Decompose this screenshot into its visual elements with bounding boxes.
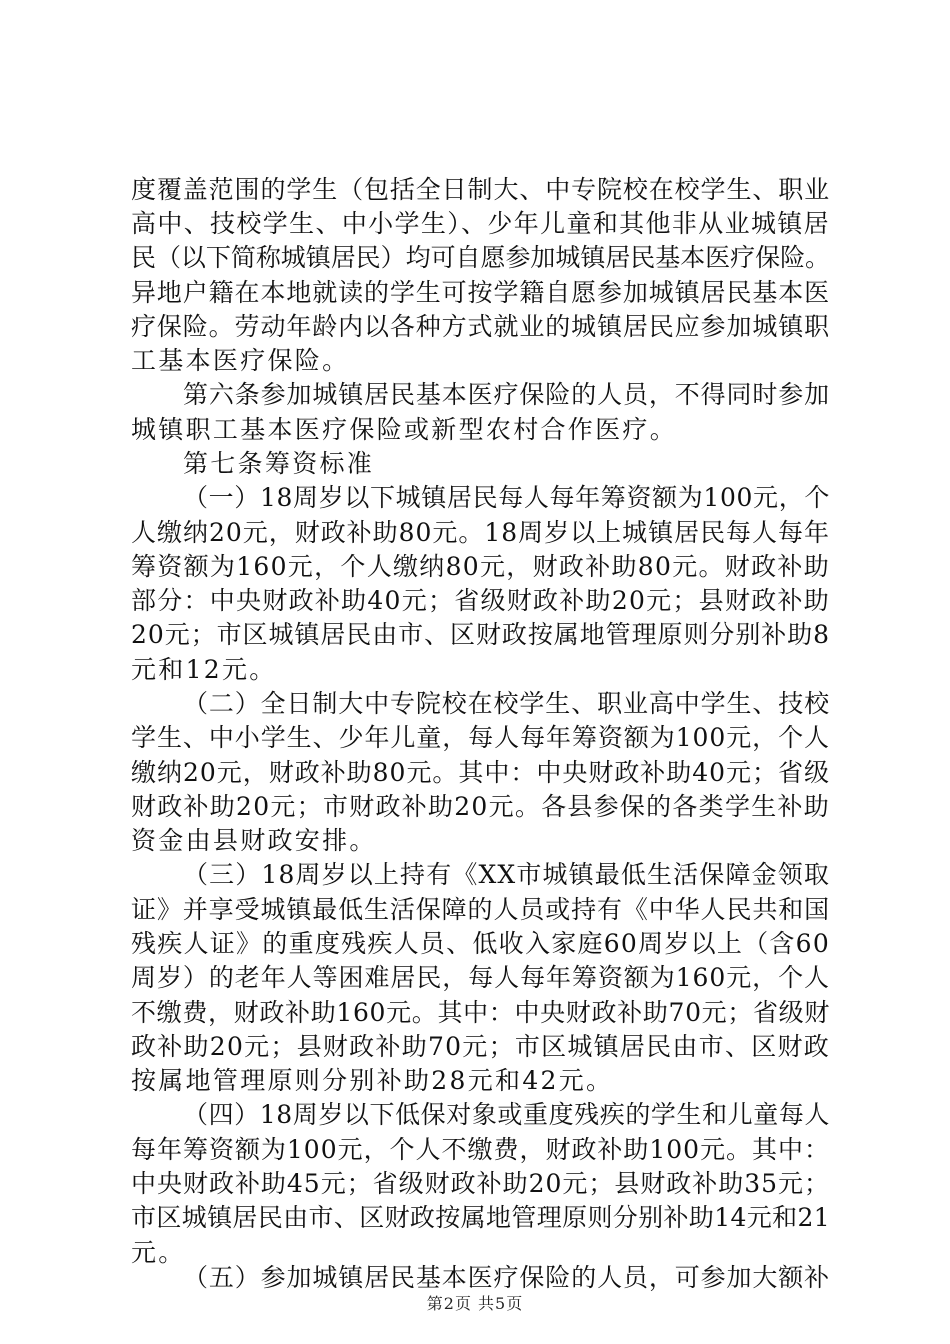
body-line: 不缴费，财政补助160元。其中：中央财政补助70元；省级财 <box>131 998 830 1027</box>
item-five-line: （五）参加城镇居民基本医疗保险的人员，可参加大额补 <box>183 1263 830 1292</box>
body-line: 元和12元。 <box>131 655 277 684</box>
body-line: 证》并享受城镇最低生活保障的人员或持有《中华人民共和国 <box>131 895 830 924</box>
item-one-line: （一）18周岁以下城镇居民每人每年筹资额为100元，个 <box>183 483 830 512</box>
body-line: 部分：中央财政补助40元；省级财政补助20元；县财政补助 <box>131 586 830 615</box>
item-four-line: （四）18周岁以下低保对象或重度残疾的学生和儿童每人 <box>183 1100 830 1129</box>
body-line: 政补助20元；县财政补助70元；市区城镇居民由市、区财政 <box>131 1032 830 1061</box>
body-line: 城镇职工基本医疗保险或新型农村合作医疗。 <box>131 415 678 444</box>
body-line: 疗保险。劳动年龄内以各种方式就业的城镇居民应参加城镇职 <box>131 312 830 341</box>
body-line: 财政补助20元；市财政补助20元。各县参保的各类学生补助 <box>131 792 830 821</box>
body-line: 缴纳20元，财政补助80元。其中：中央财政补助40元；省级 <box>131 758 830 787</box>
body-line: 异地户籍在本地就读的学生可按学籍自愿参加城镇居民基本医 <box>131 278 830 307</box>
body-line: 工基本医疗保险。 <box>131 346 350 375</box>
article-seven-heading: 第七条筹资标准 <box>183 449 375 478</box>
body-line: 民（以下简称城镇居民）均可自愿参加城镇居民基本医疗保险。 <box>131 243 830 272</box>
body-line: 每年筹资额为100元，个人不缴费，财政补助100元。其中： <box>131 1135 830 1164</box>
body-line: 高中、技校学生、中小学生）、少年儿童和其他非从业城镇居 <box>131 209 830 238</box>
body-line: 中央财政补助45元；省级财政补助20元；县财政补助35元； <box>131 1169 830 1198</box>
body-line: 20元；市区城镇居民由市、区财政按属地管理原则分别补助8 <box>131 620 830 649</box>
item-two-line: （二）全日制大中专院校在校学生、职业高中学生、技校 <box>183 689 830 718</box>
body-line: 市区城镇居民由市、区财政按属地管理原则分别补助14元和21 <box>131 1203 830 1232</box>
body-line: 筹资额为160元，个人缴纳80元，财政补助80元。财政补助 <box>131 552 830 581</box>
article-six-line: 第六条参加城镇居民基本医疗保险的人员，不得同时参加 <box>183 380 830 409</box>
body-line: 学生、中小学生、少年儿童，每人每年筹资额为100元，个人 <box>131 723 830 752</box>
body-line: 元。 <box>131 1238 186 1267</box>
body-line: 残疾人证》的重度残疾人员、低收入家庭60周岁以上（含60 <box>131 929 830 958</box>
page-number-footer: 第2页 共5页 <box>426 1294 524 1313</box>
body-line: 人缴纳20元，财政补助80元。18周岁以上城镇居民每人每年 <box>131 518 830 547</box>
item-three-line: （三）18周岁以上持有《XX市城镇最低生活保障金领取 <box>183 860 830 889</box>
body-line: 度覆盖范围的学生（包括全日制大、中专院校在校学生、职业 <box>131 175 830 204</box>
body-line: 按属地管理原则分别补助28元和42元。 <box>131 1066 614 1095</box>
body-line: 资金由县财政安排。 <box>131 826 377 855</box>
body-line: 周岁）的老年人等困难居民，每人每年筹资额为160元，个人 <box>131 963 830 992</box>
